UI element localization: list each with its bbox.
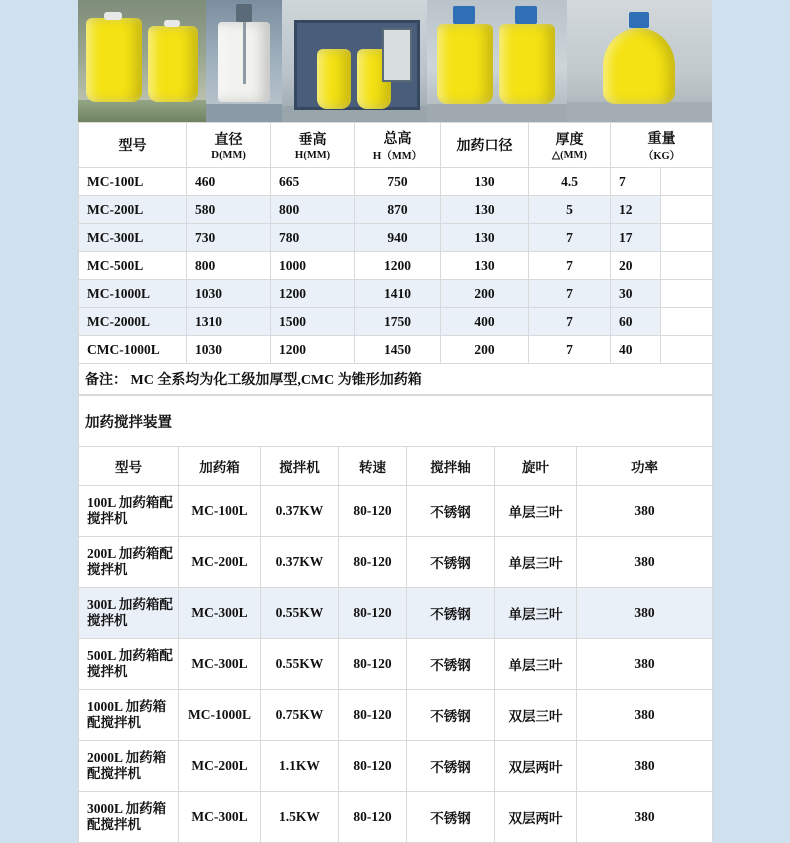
cell-impeller: 双层两叶 — [495, 741, 577, 792]
header-mixer: 搅拌机 — [261, 447, 339, 486]
cell-dosing-port: 130 — [441, 224, 529, 252]
cell-weight: 12 — [611, 196, 661, 224]
table-row — [79, 639, 713, 690]
cell-empty — [661, 252, 713, 280]
cell-dosing-tank: MC-300L — [179, 639, 261, 690]
cell-vertical-height: 780 — [271, 224, 355, 252]
photo-dosing-skid-assembly — [282, 0, 427, 122]
cell-dosing-port: 130 — [441, 168, 529, 196]
photo-yellow-dosing-tanks-on-grass — [78, 0, 206, 122]
motor-shape — [515, 6, 537, 24]
cell-dosing-tank: MC-200L — [179, 741, 261, 792]
cell-model: CMC-1000L — [79, 336, 187, 364]
mixer-table — [78, 395, 713, 843]
cell-model: MC-500L — [79, 252, 187, 280]
cell-total-height: 1450 — [355, 336, 441, 364]
tank-shape — [86, 18, 142, 102]
cell-total-height: 870 — [355, 196, 441, 224]
header-dosing-tank: 加药箱 — [179, 447, 261, 486]
cell-shaft: 不锈钢 — [407, 741, 495, 792]
cell-mixer: 1.5KW — [261, 792, 339, 843]
photo-single-yellow-tank-with-motor — [567, 0, 712, 122]
table-row — [79, 690, 713, 741]
cell-model: 3000L 加药箱配搅拌机 — [79, 792, 179, 843]
cell-dosing-tank: MC-300L — [179, 792, 261, 843]
cell-diameter: 1310 — [187, 308, 271, 336]
spec-table — [78, 122, 713, 395]
cell-power: 380 — [577, 588, 713, 639]
cell-power: 380 — [577, 741, 713, 792]
cell-impeller: 单层三叶 — [495, 537, 577, 588]
tank-shape — [499, 24, 555, 104]
cell-model: 500L 加药箱配搅拌机 — [79, 639, 179, 690]
cell-dosing-port: 130 — [441, 196, 529, 224]
cell-total-height: 750 — [355, 168, 441, 196]
cell-weight: 7 — [611, 168, 661, 196]
cell-empty — [661, 308, 713, 336]
cell-mixer: 0.55KW — [261, 639, 339, 690]
table-row — [79, 196, 713, 224]
table-row — [79, 486, 713, 537]
cell-mixer: 1.1KW — [261, 741, 339, 792]
table-row — [79, 308, 713, 336]
cell-impeller: 单层三叶 — [495, 486, 577, 537]
cell-model: 1000L 加药箱配搅拌机 — [79, 690, 179, 741]
cell-power: 380 — [577, 639, 713, 690]
product-spec-page — [78, 0, 712, 832]
cell-speed: 80-120 — [339, 690, 407, 741]
header-weight: 重量 （KG） — [611, 123, 713, 168]
header-total-height: 总高 H（MM） — [355, 123, 441, 168]
cell-speed: 80-120 — [339, 486, 407, 537]
cell-weight: 17 — [611, 224, 661, 252]
cell-total-height: 1750 — [355, 308, 441, 336]
ground-decor — [567, 102, 712, 122]
table-row — [79, 280, 713, 308]
header-dosing-port: 加药口径 — [441, 123, 529, 168]
photo-two-yellow-tanks-with-motors — [427, 0, 567, 122]
spec-table-header-row — [79, 123, 713, 168]
cell-power: 380 — [577, 792, 713, 843]
cell-dosing-port: 130 — [441, 252, 529, 280]
cell-empty — [661, 224, 713, 252]
cell-speed: 80-120 — [339, 792, 407, 843]
mixer-table-title: 加药搅拌装置 — [79, 396, 713, 447]
cell-diameter: 1030 — [187, 280, 271, 308]
cell-total-height: 1200 — [355, 252, 441, 280]
cell-impeller: 单层三叶 — [495, 639, 577, 690]
cell-model: 300L 加药箱配搅拌机 — [79, 588, 179, 639]
mixer-table-header-row — [79, 447, 713, 486]
cell-diameter: 730 — [187, 224, 271, 252]
header-thickness: 厚度 △(MM) — [529, 123, 611, 168]
cell-diameter: 460 — [187, 168, 271, 196]
cell-impeller: 单层三叶 — [495, 588, 577, 639]
cell-thickness: 7 — [529, 308, 611, 336]
cell-shaft: 不锈钢 — [407, 639, 495, 690]
header-speed: 转速 — [339, 447, 407, 486]
motor-shape — [629, 12, 649, 28]
cell-impeller: 双层两叶 — [495, 792, 577, 843]
table-row — [79, 168, 713, 196]
control-panel — [382, 28, 412, 82]
cell-diameter: 580 — [187, 196, 271, 224]
header-model: 型号 — [79, 447, 179, 486]
cell-dosing-port: 400 — [441, 308, 529, 336]
cell-thickness: 7 — [529, 252, 611, 280]
cell-weight: 40 — [611, 336, 661, 364]
cell-empty — [661, 168, 713, 196]
ground-decor — [78, 100, 206, 122]
mixer-table-title-row — [79, 396, 713, 447]
cell-dosing-tank: MC-200L — [179, 537, 261, 588]
table-row — [79, 741, 713, 792]
cell-thickness: 7 — [529, 280, 611, 308]
header-diameter: 直径 D(MM) — [187, 123, 271, 168]
cell-power: 380 — [577, 690, 713, 741]
cell-vertical-height: 1500 — [271, 308, 355, 336]
cell-power: 380 — [577, 537, 713, 588]
cell-model: MC-1000L — [79, 280, 187, 308]
table-row — [79, 252, 713, 280]
cell-power: 380 — [577, 486, 713, 537]
header-model: 型号 — [79, 123, 187, 168]
product-photo-strip — [78, 0, 712, 122]
cell-mixer: 0.37KW — [261, 537, 339, 588]
ground-decor — [427, 104, 567, 122]
cell-mixer: 0.75KW — [261, 690, 339, 741]
cell-dosing-port: 200 — [441, 280, 529, 308]
tank-cap — [104, 12, 122, 20]
cell-mixer: 0.37KW — [261, 486, 339, 537]
cell-empty — [661, 336, 713, 364]
spec-table-note-row — [79, 364, 713, 395]
cell-shaft: 不锈钢 — [407, 690, 495, 741]
cell-total-height: 940 — [355, 224, 441, 252]
cell-dosing-port: 200 — [441, 336, 529, 364]
cell-model: MC-200L — [79, 196, 187, 224]
cell-diameter: 800 — [187, 252, 271, 280]
cell-speed: 80-120 — [339, 588, 407, 639]
cell-vertical-height: 800 — [271, 196, 355, 224]
cell-thickness: 7 — [529, 336, 611, 364]
cell-model: MC-100L — [79, 168, 187, 196]
table-row — [79, 537, 713, 588]
header-impeller: 旋叶 — [495, 447, 577, 486]
cell-dosing-tank: MC-300L — [179, 588, 261, 639]
table-row — [79, 588, 713, 639]
cell-vertical-height: 665 — [271, 168, 355, 196]
cell-thickness: 7 — [529, 224, 611, 252]
cell-dosing-tank: MC-100L — [179, 486, 261, 537]
header-vertical-height: 垂高 H(MM) — [271, 123, 355, 168]
cell-empty — [661, 196, 713, 224]
tank-shape — [317, 49, 351, 109]
cell-total-height: 1410 — [355, 280, 441, 308]
tank-shape — [148, 26, 198, 102]
cell-thickness: 4.5 — [529, 168, 611, 196]
table-row — [79, 792, 713, 843]
cell-speed: 80-120 — [339, 639, 407, 690]
ground-decor — [206, 104, 282, 122]
header-power: 功率 — [577, 447, 713, 486]
cell-shaft: 不锈钢 — [407, 537, 495, 588]
cell-model: MC-300L — [79, 224, 187, 252]
cell-thickness: 5 — [529, 196, 611, 224]
cell-vertical-height: 1000 — [271, 252, 355, 280]
photo-white-tank-with-mixer — [206, 0, 282, 122]
cell-diameter: 1030 — [187, 336, 271, 364]
cell-model: 200L 加药箱配搅拌机 — [79, 537, 179, 588]
cell-shaft: 不锈钢 — [407, 588, 495, 639]
table-row — [79, 336, 713, 364]
cell-weight: 20 — [611, 252, 661, 280]
cell-mixer: 0.55KW — [261, 588, 339, 639]
spec-note: 备注： MC 全系均为化工级加厚型,CMC 为锥形加药箱 — [79, 364, 713, 395]
tank-cap — [164, 20, 180, 27]
motor-shape — [236, 4, 252, 22]
cell-speed: 80-120 — [339, 741, 407, 792]
cell-impeller: 双层三叶 — [495, 690, 577, 741]
cell-weight: 30 — [611, 280, 661, 308]
cell-shaft: 不锈钢 — [407, 486, 495, 537]
tank-shape — [437, 24, 493, 104]
cell-model: MC-2000L — [79, 308, 187, 336]
cell-model: 100L 加药箱配搅拌机 — [79, 486, 179, 537]
cell-shaft: 不锈钢 — [407, 792, 495, 843]
header-shaft: 搅拌轴 — [407, 447, 495, 486]
cell-speed: 80-120 — [339, 537, 407, 588]
tank-shape — [603, 28, 675, 104]
mixer-shaft — [243, 22, 246, 84]
table-row — [79, 224, 713, 252]
cell-dosing-tank: MC-1000L — [179, 690, 261, 741]
cell-vertical-height: 1200 — [271, 280, 355, 308]
motor-shape — [453, 6, 475, 24]
cell-model: 2000L 加药箱配搅拌机 — [79, 741, 179, 792]
cell-empty — [661, 280, 713, 308]
cell-weight: 60 — [611, 308, 661, 336]
cell-vertical-height: 1200 — [271, 336, 355, 364]
